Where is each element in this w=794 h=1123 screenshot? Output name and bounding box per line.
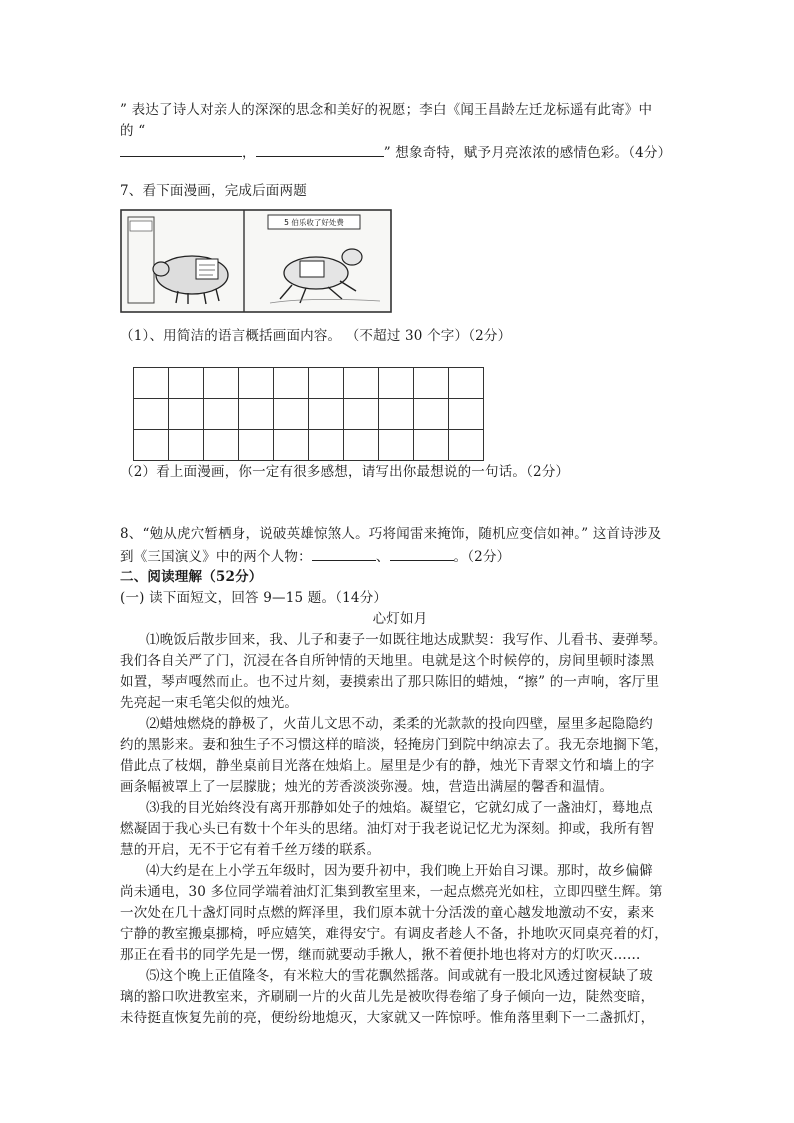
grid-cell[interactable]: [309, 430, 344, 461]
q7-sub2: （2）看上面漫画，你一定有很多感想，请写出你最想说的一句话。（2分）: [120, 464, 570, 480]
grid-cell[interactable]: [134, 430, 169, 461]
grid-cell[interactable]: [169, 399, 204, 430]
answer-blank[interactable]: [120, 142, 242, 157]
grid-cell[interactable]: [449, 399, 484, 430]
q8-sep: 、: [375, 549, 390, 565]
paragraph-line: ⑴晚饭后散步回来，我、儿子和妻子一如既往地达成默契：我写作、儿看书、妻弹琴。: [146, 632, 667, 648]
q6-line-3: [120, 142, 680, 163]
q8-line-2: [120, 546, 680, 567]
grid-cell[interactable]: [414, 430, 449, 461]
grid-cell[interactable]: [414, 368, 449, 399]
grid-cell[interactable]: [274, 399, 309, 430]
grid-cell[interactable]: [449, 430, 484, 461]
paragraph-line: 璃的豁口吹进教室来，齐刷刷一片的火苗儿先是被吹得卷缩了身子倾向一边，陡然变暗，: [120, 989, 655, 1005]
q7-sub1: （1）、用简洁的语言概括画面内容。 （不超过 30 个字）（2分）: [120, 328, 512, 344]
section-heading: 二、阅读理解（52分）: [120, 569, 263, 585]
grid-cell[interactable]: [414, 399, 449, 430]
grid-row: [134, 430, 484, 461]
grid-cell[interactable]: [344, 399, 379, 430]
grid-cell[interactable]: [204, 430, 239, 461]
q8-line-1: 8、“勉从虎穴暂栖身，说破英雄惊煞人。巧将闻雷来掩饰，随机应变信如神。” 这首诗涉及: [120, 526, 662, 542]
q8-tail: 。（2分）: [453, 549, 511, 565]
q8-head: 到《三国演义》中的两个人物：: [120, 549, 312, 565]
paragraph-line: 如置，琴声嘎然而止。也不过片刻，妻摸索出了那只陈旧的蜡烛，“擦” 的一声响，客厅里: [120, 674, 660, 690]
q6-line-2: 的 “: [120, 123, 146, 139]
grid-cell[interactable]: [274, 430, 309, 461]
grid-cell[interactable]: [344, 430, 379, 461]
grid-cell[interactable]: [134, 399, 169, 430]
paragraph-line: 约的黑影来。妻和独生子不习惯这样的暗淡，轻掩房门到院中纳凉去了。我无奈地搁下笔，: [120, 737, 668, 753]
paragraph-line: 借此点了枝烟，静坐桌前目光落在烛焰上。屋里是少有的静，烛光下青翠文竹和墙上的字: [120, 758, 655, 774]
q6-line-1: ” 表达了诗人对亲人的深深的思念和美好的祝愿；李白《闻王昌龄左迁龙标遥有此寄》中: [120, 102, 653, 118]
grid-cell[interactable]: [239, 368, 274, 399]
essay-title: 心灯如月: [372, 611, 428, 627]
paragraph-line: 那正在看书的同学先是一愣，继而就要动手揪人，揪不着便扑地也将对方的灯吹灭……: [120, 947, 641, 963]
grid-cell[interactable]: [134, 368, 169, 399]
paragraph-line: ⑸这个晚上正值隆冬，有米粒大的雪花飘然摇落。间或就有一股北风透过窗棂缺了玻: [146, 968, 653, 984]
grid-cell[interactable]: [239, 430, 274, 461]
cartoon-banner: 5 伯乐收了好处费: [284, 218, 344, 227]
answer-blank[interactable]: [312, 546, 376, 561]
grid-cell[interactable]: [204, 399, 239, 430]
answer-blank[interactable]: [390, 546, 454, 561]
paragraph-line: 画条幅被罩上了一层朦胧；烛光的芳香淡淡弥漫。烛，营造出满屋的馨香和温情。: [120, 779, 614, 795]
grid-cell[interactable]: [379, 399, 414, 430]
paragraph-line: ⑷大约是在上小学五年级时，因为要升初中，我们晚上开始自习课。那时，故乡偏僻: [146, 863, 653, 879]
grid-cell[interactable]: [309, 368, 344, 399]
grid-cell[interactable]: [169, 368, 204, 399]
answer-blank[interactable]: [256, 142, 384, 157]
grid-cell[interactable]: [449, 368, 484, 399]
paragraph-line: 宁静的教室搬桌挪椅，呼应嬉笑，难得安宁。有调皮者趁人不备，扑地吹灭同桌亮着的灯，: [120, 926, 668, 942]
section-subheading: (一) 读下面短文，回答 9—15 题。（14分）: [120, 590, 388, 606]
paragraph-line: 我们各自关严了门，沉浸在各自所钟情的天地里。电就是这个时候停的，房间里顿时漆黑: [120, 653, 655, 669]
paragraph-line: 燃凝固于我心头已有数十个年头的思绪。油灯对于我老说记忆尤为深刻。抑或，我所有智: [120, 821, 655, 837]
paragraph-line: 一次处在几十盏灯同时点燃的辉泽里，我们原本就十分活泼的童心越发地激动不安，素来: [120, 905, 655, 921]
grid-cell[interactable]: [274, 368, 309, 399]
q6-separator: ，: [242, 145, 256, 161]
paragraph-line: 先亮起一束毛笔尖似的烛光。: [120, 695, 299, 711]
grid-cell[interactable]: [309, 399, 344, 430]
paragraph-line: ⑵蜡烛燃烧的静极了，火苗儿文思不动，柔柔的光款款的投向四壁，屋里多起隐隐约: [146, 716, 653, 732]
grid-cell[interactable]: [379, 368, 414, 399]
grid-cell[interactable]: [379, 430, 414, 461]
paragraph-line: 未待挺直恢复先前的亮，便纷纷地熄灭，大家就又一阵惊呼。惟角落里剩下一二盏抓灯，: [120, 1010, 655, 1026]
q7-heading: 7、看下面漫画，完成后面两题: [120, 183, 307, 199]
grid-cell[interactable]: [204, 368, 239, 399]
answer-grid[interactable]: [133, 367, 484, 461]
paragraph-line: 尚未通电，30 多位同学端着油灯汇集到教室里来，一起点燃亮光如柱，立即四壁生辉。第: [120, 884, 663, 900]
grid-row: [134, 368, 484, 399]
grid-cell[interactable]: [239, 399, 274, 430]
paragraph-line: ⑶我的目光始终没有离开那静如处子的烛焰。凝望它，它就幻成了一盏油灯，蓦地点: [146, 800, 653, 816]
grid-cell[interactable]: [344, 368, 379, 399]
paragraph-line: 慧的开启，无不于它有着千丝万缕的联系。: [120, 842, 381, 858]
cartoon-image: [120, 209, 392, 313]
grid-cell[interactable]: [169, 430, 204, 461]
grid-row: [134, 399, 484, 430]
q6-tail: ” 想象奇特，赋予月亮浓浓的感情色彩。（4分）: [383, 145, 672, 161]
